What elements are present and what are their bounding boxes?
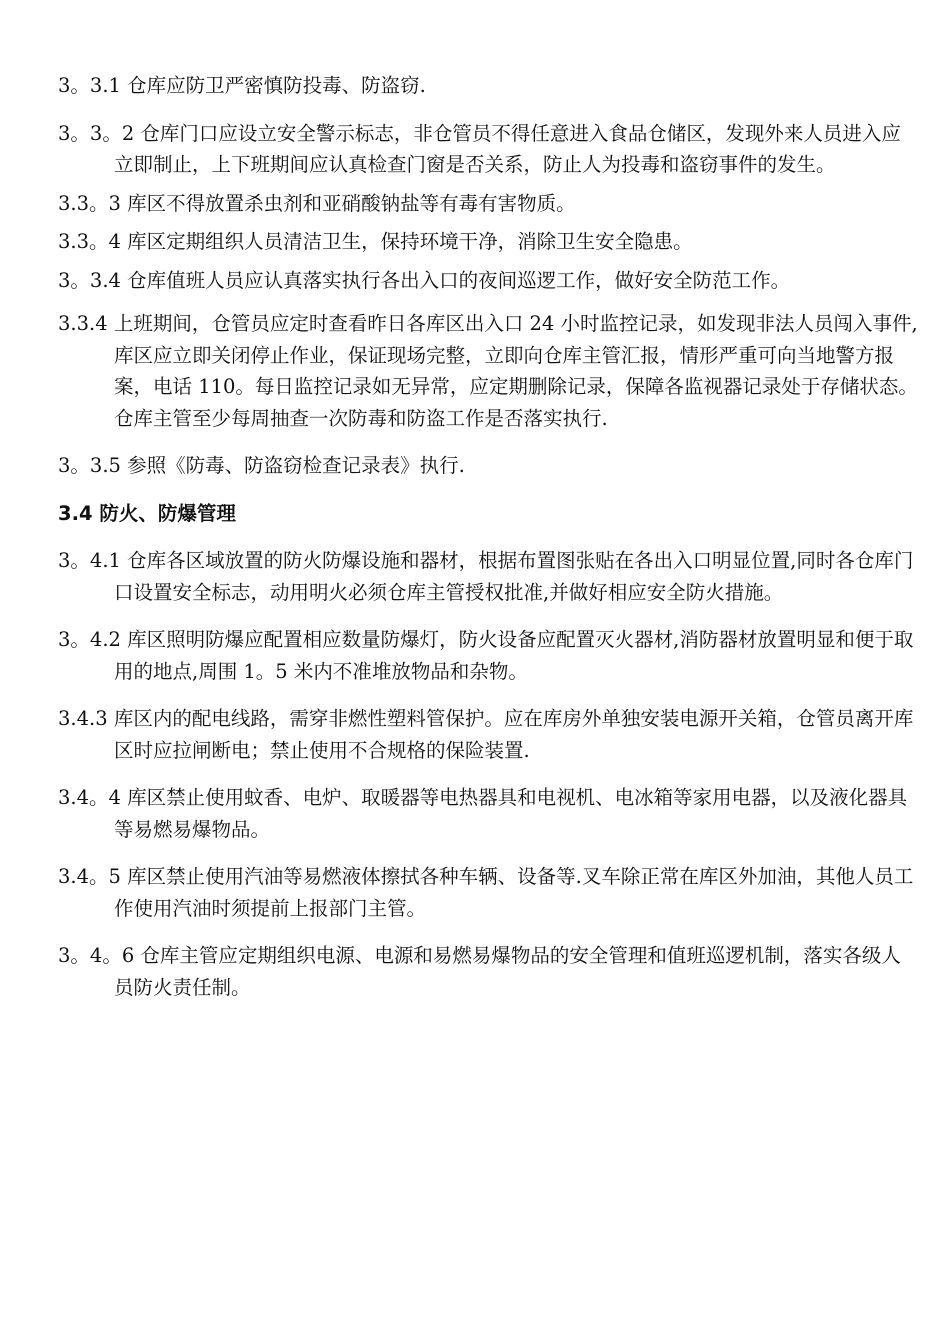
paragraph-3-3-4c: 3.3.4 上班期间，仓管员应定时查看昨日各库区出入口 24 小时监控记录，如发现非法人员闯入事件,库区应立即关闭停止作业，保证现场完整，立即向仓库主管汇报，情形严重可向当地警方报案，电话 110。每日监控记录如无异常，应定期删除记录，保障各监视器记录处于存储状态。仓库主管至少每周抽查一次防毒和防盗工作是否落实执行. <box>58 312 918 430</box>
paragraph-3-4-5: 3.4。5 库区禁止使用汽油等易燃液体擦拭各种车辆、设备等.叉车除正常在库区外加油，其他人员工作使用汽油时须提前上报部门主管。 <box>58 865 914 920</box>
paragraph-3-4-4: 3.4。4 库区禁止使用蚊香、电炉、取暖器等电热器具和电视机、电冰箱等家用电器，以及液化器具等易燃易爆物品。 <box>58 786 908 841</box>
paragraph-3-3-4a: 3.3。4 库区定期组织人员清洁卫生，保持环境干净，消除卫生安全隐患。 <box>58 230 693 253</box>
paragraph-3-3-5: 3。3.5 参照《防毒、防盗窃检查记录表》执行. <box>58 454 465 477</box>
paragraph-3-3-1: 3。3.1 仓库应防卫严密慎防投毒、防盗窃. <box>58 74 426 97</box>
paragraph-3-3-2: 3。3。2 仓库门口应设立安全警示标志，非仓管员不得任意进入食品仓储区，发现外来人员进入应立即制止，上下班期间应认真检查门窗是否关系，防止人为投毒和盗窃事件的发生。 <box>58 121 901 176</box>
document-page <box>58 70 918 1003</box>
paragraph-3-4-2: 3。4.2 库区照明防爆应配置相应数量防爆灯，防火设备应配置灭火器材,消防器材放置明显和便于取用的地点,周围 1。5 米内不准堆放物品和杂物。 <box>58 628 914 683</box>
paragraph-3-4-6: 3。4。6 仓库主管应定期组织电源、电源和易燃易爆物品的安全管理和值班巡逻机制，落实各级人员防火责任制。 <box>58 944 901 999</box>
section-heading-3-4: 3.4 防火、防爆管理 <box>58 501 236 525</box>
paragraph-3-4-3: 3.4.3 库区内的配电线路，需穿非燃性塑料管保护。应在库房外单独安装电源开关箱，仓管员离开库区时应拉闸断电；禁止使用不合规格的保险装置. <box>58 707 914 762</box>
paragraph-3-4-1: 3。4.1 仓库各区域放置的防火防爆设施和器材，根据布置图张贴在各出入口明显位置,同时各仓库门口设置安全标志，动用明火必须仓库主管授权批准,并做好相应安全防火措施。 <box>58 549 914 604</box>
paragraph-3-3-4b: 3。3.4 仓库值班人员应认真落实执行各出入口的夜间巡逻工作，做好安全防范工作。 <box>58 268 791 292</box>
paragraph-3-3-3: 3.3。3 库区不得放置杀虫剂和亚硝酸钠盐等有毒有害物质。 <box>58 191 576 215</box>
